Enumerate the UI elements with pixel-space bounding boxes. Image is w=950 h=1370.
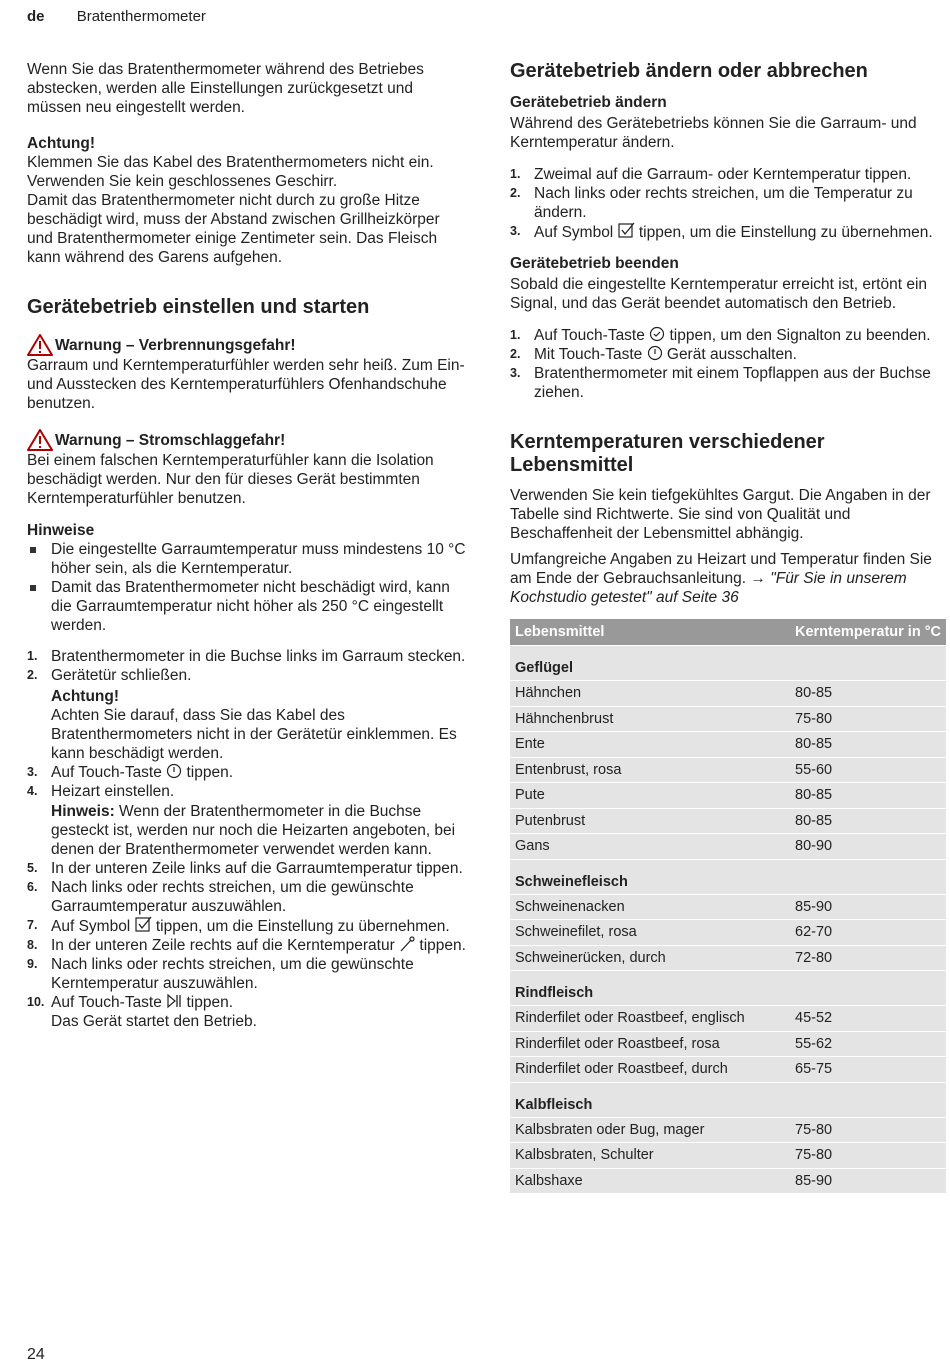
temperature-cell: 80-85: [790, 681, 946, 707]
table-row: [510, 706, 946, 732]
temperature-cell: 62-70: [790, 920, 946, 946]
step-item: 6. Nach links oder rechts streichen, um die gewünschte Garraumtemperatur auszuwählen.: [27, 879, 414, 915]
step-item: 3. Auf Symbol tippen, um die Einstellung zu übernehmen.: [510, 224, 933, 241]
section-heading-core-temps: Kerntemperaturen verschiedener Lebensmittel: [510, 431, 825, 476]
temperature-cell: 80-85: [790, 732, 946, 758]
food-cell: Schweinefilet, rosa: [510, 920, 790, 946]
arrow-icon: →: [750, 570, 766, 587]
table-group-label: Geflügel: [510, 646, 946, 681]
step-attention-label: Achtung!: [51, 688, 120, 705]
power-icon: [166, 763, 182, 779]
table-group-label: Schweinefleisch: [510, 859, 946, 894]
start-pause-icon: [166, 993, 182, 1009]
step-item: 2. Nach links oder rechts streichen, um die Temperatur zu ändern.: [510, 185, 913, 221]
table-row: [510, 681, 946, 707]
table-row: [510, 1006, 946, 1032]
step-item: 1. Bratenthermometer in die Buchse links im Garraum stecken.: [27, 648, 466, 665]
change-text: Während des Gerätebetriebs können Sie die Garraum- und Kerntemperatur ändern.: [510, 115, 917, 151]
step-item: 1. Auf Touch-Taste tippen, um den Signalton zu beenden.: [510, 327, 931, 344]
table-group-label: Rindfleisch: [510, 971, 946, 1006]
temperature-cell: 65-75: [790, 1057, 946, 1083]
end-steps-list: [510, 326, 942, 402]
power-icon: [647, 345, 663, 361]
table-group-row: [510, 971, 946, 1006]
step-item: 3. Bratenthermometer mit einem Topflappen aus der Buchse ziehen.: [510, 365, 931, 401]
table-header-temp: Kerntemperatur in °C: [790, 619, 946, 646]
table-row: [510, 757, 946, 783]
table-row: [510, 920, 946, 946]
checkbox-confirm-icon: [618, 222, 635, 239]
warning-shock-text: Bei einem falschen Kerntemperaturfühler kann die Isolation beschädigt werden. Nur den für dieses Gerät bestimmten Kerntemperaturfühler benutzen.: [27, 452, 434, 507]
table-group-row: [510, 1082, 946, 1117]
temperature-cell: 72-80: [790, 945, 946, 971]
food-cell: Schweinenacken: [510, 894, 790, 920]
food-cell: Ente: [510, 732, 790, 758]
food-cell: Kalbsbraten oder Bug, mager: [510, 1117, 790, 1143]
food-cell: Gans: [510, 834, 790, 860]
warning-triangle-icon: [27, 334, 53, 356]
step-item: 2. Gerätetür schließen. Achtung! Achten Sie darauf, dass Sie das Kabel des Bratenthermometers nicht in der Gerätetür einklemmen. Es kann beschädigt werden.: [27, 666, 467, 763]
page-number: 24: [27, 1346, 45, 1363]
checkbox-confirm-icon: [135, 916, 152, 933]
section-heading-change: Gerätebetrieb ändern oder abbrechen: [510, 60, 868, 82]
start-steps-list: [27, 647, 467, 1031]
language-code: de: [27, 8, 45, 25]
note-item: Damit das Bratenthermometer nicht beschädigt wird, kann die Garraumtemperatur nicht höher als 250 °C eingestellt werden.: [27, 578, 467, 635]
table-row: [510, 783, 946, 809]
core-temperature-probe-icon: [399, 936, 415, 952]
food-cell: Kalbsbraten, Schulter: [510, 1143, 790, 1169]
attention-label: Achtung!: [27, 135, 96, 152]
warning-shock-title: Warnung – Stromschlaggefahr!: [55, 431, 286, 449]
attention-line-2: Verwenden Sie kein geschlossenes Geschirr.: [27, 173, 338, 190]
table-row: [510, 732, 946, 758]
food-cell: Putenbrust: [510, 808, 790, 834]
temperature-cell: 75-80: [790, 706, 946, 732]
warning-burn: [27, 334, 467, 356]
step-item: 3. Auf Touch-Taste tippen.: [27, 764, 234, 781]
food-cell: Hähnchenbrust: [510, 706, 790, 732]
table-group-row: [510, 859, 946, 894]
warning-shock: [27, 429, 467, 451]
table-header-food: Lebensmittel: [510, 619, 790, 646]
step-item: 8. In der unteren Zeile rechts auf die Kerntemperatur tippen.: [27, 937, 466, 954]
section-heading-start: Gerätebetrieb einstellen und starten: [27, 296, 370, 318]
core-temps-text-2: Umfangreiche Angaben zu Heizart und Temperatur finden Sie am Ende der Gebrauchsanleitung. → "Für Sie in unserem Kochstudio getestet" auf Seite 36: [510, 551, 932, 606]
step-item: 4. Heizart einstellen. Hinweis: Wenn der Bratenthermometer in die Buchse gesteckt ist, werden nur noch die Heizarten angeboten, bei denen der Bratenthermometer verwendet werden kann.: [27, 783, 456, 858]
step-item: 10. Auf Touch-Taste tippen. Das Gerät startet den Betrieb.: [27, 994, 257, 1030]
warning-burn-text: Garraum und Kerntemperaturfühler werden sehr heiß. Zum Ein- und Ausstecken des Kerntemperaturfühlers Ofenhandschuhe benutzen.: [27, 357, 465, 412]
timer-check-icon: [649, 326, 665, 342]
step-item: 9. Nach links oder rechts streichen, um die gewünschte Kerntemperatur auszuwählen.: [27, 956, 414, 992]
notes-list: [27, 540, 467, 635]
intro-paragraph: Wenn Sie das Bratenthermometer während des Betriebes abstecken, werden alle Einstellungen zurückgesetzt und müssen neu eingestellt werden.: [27, 61, 424, 116]
left-column: [27, 60, 467, 1031]
table-row: [510, 1168, 946, 1193]
notes-title: Hinweise: [27, 522, 95, 539]
subheading-end: Gerätebetrieb beenden: [510, 255, 679, 272]
temperature-cell: 85-90: [790, 1168, 946, 1193]
temperature-cell: 80-85: [790, 783, 946, 809]
table-group-row: [510, 646, 946, 681]
temperature-cell: 55-62: [790, 1031, 946, 1057]
change-steps-list: [510, 165, 942, 242]
table-row: [510, 1117, 946, 1143]
table-row: [510, 894, 946, 920]
right-column: [510, 60, 942, 1193]
warning-triangle-icon: [27, 429, 53, 451]
food-cell: Entenbrust, rosa: [510, 757, 790, 783]
temperature-cell: 85-90: [790, 894, 946, 920]
temperature-cell: 75-80: [790, 1117, 946, 1143]
header-title: Bratenthermometer: [76, 8, 206, 25]
food-cell: Schweinerücken, durch: [510, 945, 790, 971]
temperature-cell: 55-60: [790, 757, 946, 783]
temperature-cell: 45-52: [790, 1006, 946, 1032]
food-cell: Rinderfilet oder Roastbeef, englisch: [510, 1006, 790, 1032]
cross-reference-link[interactable]: "Für Sie in unserem Kochstudio getestet" auf Seite 36: [510, 570, 907, 606]
table-row: [510, 1143, 946, 1169]
core-temps-text-1: Verwenden Sie kein tiefgekühltes Gargut. Die Angaben in der Tabelle sind Richtwerte. Sie sind von Qualität und Beschaffenheit der Lebensmittel abhängig.: [510, 487, 931, 542]
table-row: [510, 1057, 946, 1083]
food-cell: Hähnchen: [510, 681, 790, 707]
table-row: [510, 945, 946, 971]
attention-line-1: Klemmen Sie das Kabel des Bratenthermometers nicht ein.: [27, 154, 434, 171]
food-cell: Pute: [510, 783, 790, 809]
attention-line-3: Damit das Bratenthermometer nicht durch zu große Hitze beschädigt wird, muss der Abstand zwischen Grillheizkörper und Bratenthermometer einige Zentimeter sein. Das Fleisch kann während des Garens aufgehen.: [27, 192, 440, 266]
page-header: [27, 8, 206, 25]
table-row: [510, 1031, 946, 1057]
temperature-cell: 80-85: [790, 808, 946, 834]
table-group-label: Kalbfleisch: [510, 1082, 946, 1117]
step-item: 2. Mit Touch-Taste Gerät ausschalten.: [510, 346, 797, 363]
core-temperature-table: [510, 619, 946, 1193]
table-row: [510, 808, 946, 834]
temperature-cell: 75-80: [790, 1143, 946, 1169]
step-item: 7. Auf Symbol tippen, um die Einstellung zu übernehmen.: [27, 918, 450, 935]
table-row: [510, 834, 946, 860]
food-cell: Kalbshaxe: [510, 1168, 790, 1193]
warning-burn-title: Warnung – Verbrennungsgefahr!: [55, 336, 296, 354]
food-cell: Rinderfilet oder Roastbeef, durch: [510, 1057, 790, 1083]
food-cell: Rinderfilet oder Roastbeef, rosa: [510, 1031, 790, 1057]
temperature-cell: 80-90: [790, 834, 946, 860]
note-item: Die eingestellte Garraumtemperatur muss mindestens 10 °C höher sein, als die Kerntemperatur.: [27, 540, 467, 578]
subheading-change: Gerätebetrieb ändern: [510, 94, 667, 111]
step-item: 1. Zweimal auf die Garraum- oder Kerntemperatur tippen.: [510, 166, 912, 183]
end-text: Sobald die eingestellte Kerntemperatur erreicht ist, ertönt ein Signal, und das Gerät beendet automatisch den Betrieb.: [510, 276, 928, 312]
step-item: 5. In der unteren Zeile links auf die Garraumtemperatur tippen.: [27, 860, 463, 877]
